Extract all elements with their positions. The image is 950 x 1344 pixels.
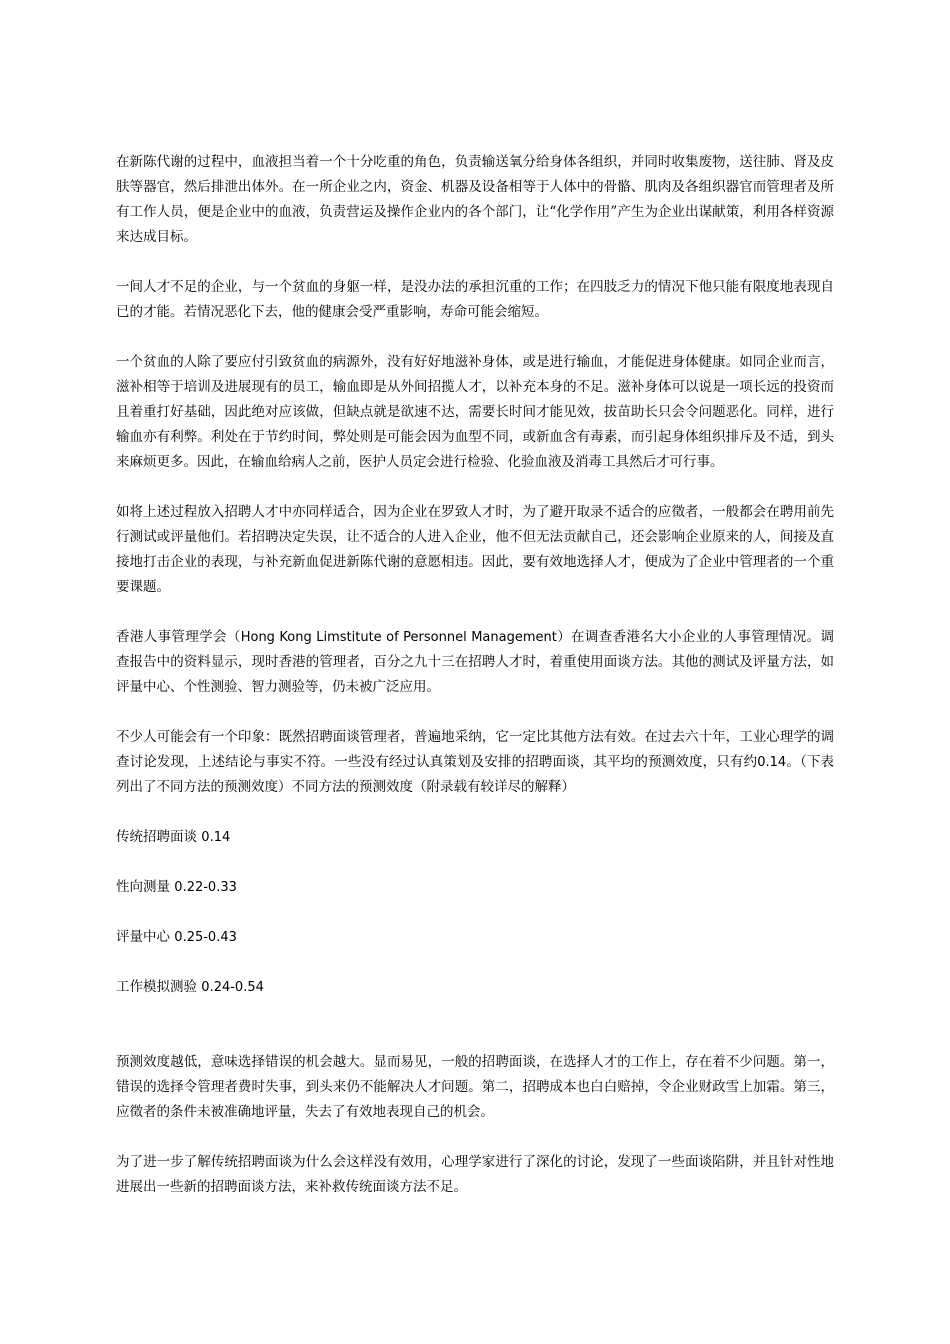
method-validity: 0.14 [201, 830, 231, 845]
hkipm-text-after: ）在调查香港名大小企业的人事管理情况。调查报告中的资料显示，现时香港的管理者，百分之九十三在招聘人才时，着重使用面谈方法。其他的测试及评量方法，如评量中心、个性测验、智力测验等，仍未被广泛应用。 [116, 629, 834, 695]
method-name: 工作模拟测验 [116, 979, 197, 995]
document-body [116, 150, 834, 1225]
paragraph-talent-shortage: 一间人才不足的企业，与一个贫血的身躯一样，是没办法的承担沉重的工作；在四肢乏力的情况下他只能有限度地表现自已的才能。若情况恶化下去，他的健康会受严重影响，寿命可能会缩短。 [116, 279, 834, 320]
hkipm-text-before: 香港人事管理学会（ [116, 629, 241, 645]
method-validity: 0.24-0.54 [201, 980, 264, 995]
method-item-aptitude-test [116, 875, 834, 900]
paragraph-new-interview-methods: 为了进一步了解传统招聘面谈为什么会这样没有效用，心理学家进行了深化的讨论，发现了一些面谈陷阱，并且针对性地进展出一些新的招聘面谈方法，来补救传统面谈方法不足。 [116, 1154, 834, 1195]
paragraph-low-validity-problems: 预测效度越低，意味选择错误的机会越大。显而易见，一般的招聘面谈，在选择人才的工作上，存在着不少问题。第一，错误的选择令管理者费时失事，到头来仍不能解决人才问题。第二，招聘成本也白白赔掉，令企业财政雪上加霜。第三，应徵者的条件未被准确地评量，失去了有效地表现自己的机会。 [116, 1054, 834, 1120]
validity-value: 0.14 [757, 755, 787, 770]
method-name: 评量中心 [116, 929, 170, 945]
method-name: 性向测量 [116, 879, 170, 895]
method-name: 传统招聘面谈 [116, 829, 197, 845]
method-validity: 0.22-0.33 [174, 880, 237, 895]
validity-text-after: 。（下表列出了不同方法的预测效度）不同方法的预测效度（附录载有较详尽的解释） [116, 754, 835, 795]
paragraph-interview-validity [116, 725, 834, 800]
method-item-traditional-interview [116, 825, 834, 850]
validity-method-list [116, 825, 834, 1000]
paragraph-anemia-analogy: 一个贫血的人除了要应付引致贫血的病源外，没有好好地滋补身体，或是进行输血，才能促进身体健康。如同企业而言，滋补相等于培训及进展现有的员工，输血即是从外间招揽人才，以补充本身的不足。滋补身体可以说是一项长远的投资而且着重打好基础，因此绝对应该做，但缺点就是欲速不达，需要长时间才能见效，拔苗助长只会令问题恶化。同样，进行输血亦有利弊。利处在于节约时间，弊处则是可能会因为血型不同，或新血含有毒素，而引起身体组织排斥及不适，到头来麻烦更多。因此，在输血给病人之前，医护人员定会进行检验、化验血液及消毒工具然后才可行事。 [116, 354, 834, 470]
paragraph-hkipm-survey [116, 625, 834, 700]
validity-text-before: 不少人可能会有一个印象：既然招聘面谈管理者，普遍地采纳，它一定比其他方法有效。在过去六十年，工业心理学的调查讨论发现，上述结论与事实不符。一些没有经过认真策划及安排的招聘面谈，其平均的预测效度，只有约 [116, 729, 834, 770]
paragraph-recruitment-process: 如将上述过程放入招聘人才中亦同样适合，因为企业在罗致人才时，为了避开取录不适合的应徵者，一般都会在聘用前先行测试或评量他们。若招聘决定失误，让不适合的人进入企业，他不但无法贡献自己，还会影响企业原来的人，间接及直接地打击企业的表现，与补充新血促进新陈代谢的意愿相违。因此，要有效地选择人才，便成为了企业中管理者的一个重要课题。 [116, 504, 834, 595]
method-item-assessment-center [116, 925, 834, 950]
method-validity: 0.25-0.43 [174, 930, 237, 945]
hkipm-org-name: Hong Kong Limstitute of Personnel Management [240, 630, 557, 645]
paragraph-metabolism: 在新陈代谢的过程中，血液担当着一个十分吃重的角色，负责输送氧分给身体各组织，并同时收集废物，送往肺、肾及皮肤等器官，然后排泄出体外。在一所企业之内，资金、机器及设备相等于人体中的骨骼、肌肉及各组织器官而管理者及所有工作人员，便是企业中的血液，负责营运及操作企业内的各个部门，让“化学作用”产生为企业出谋献策，利用各样资源来达成目标。 [116, 154, 834, 245]
method-item-work-simulation [116, 975, 834, 1000]
